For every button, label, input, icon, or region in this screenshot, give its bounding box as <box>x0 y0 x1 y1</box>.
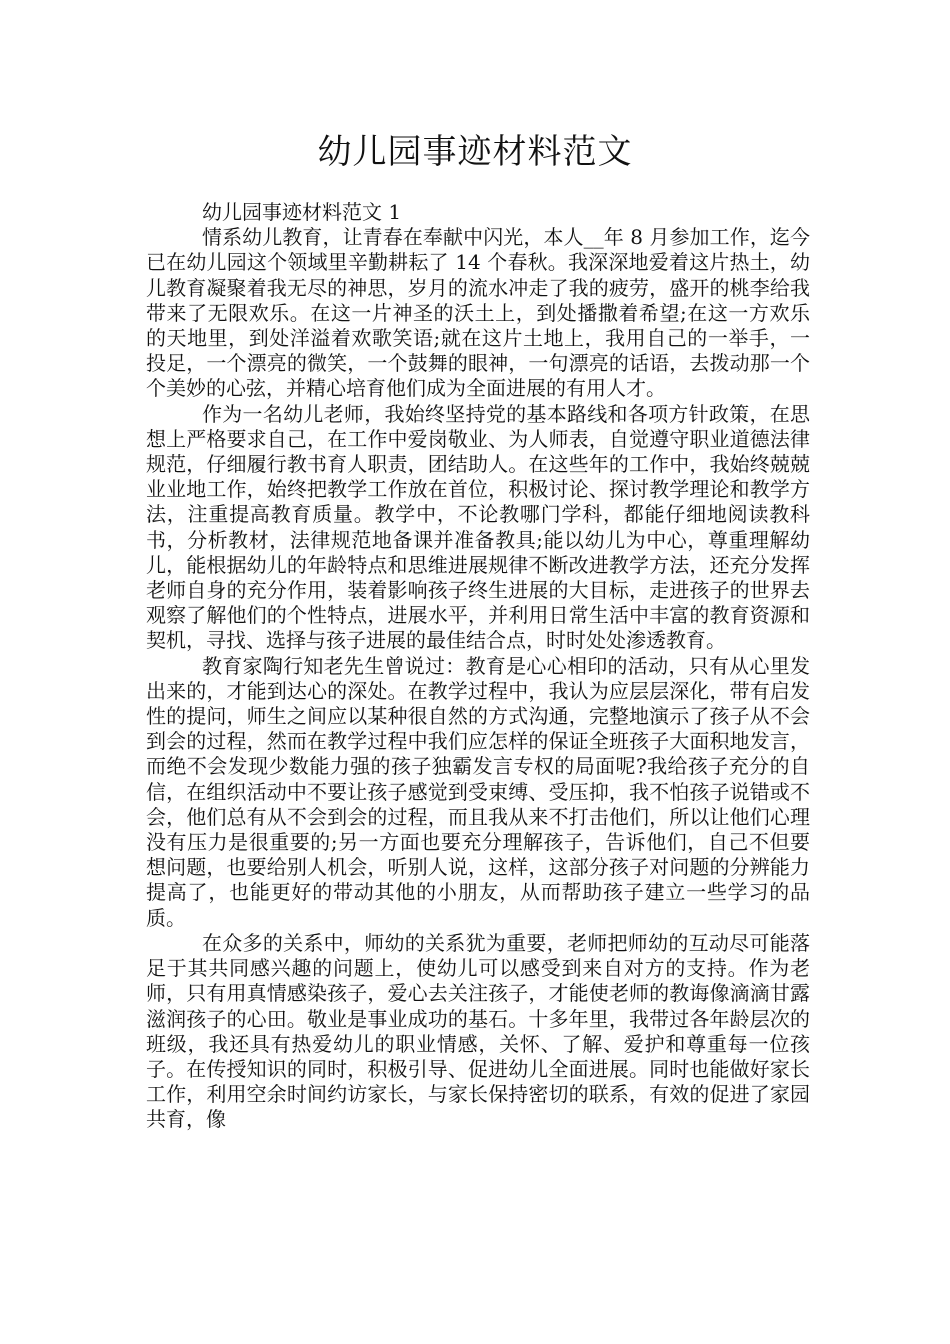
paragraph-4: 在众多的关系中，师幼的关系犹为重要，老师把师幼的互动尽可能落足于其共同感兴趣的问题上，使幼儿可以感受到来自对方的支持。作为老师，只有用真情感染孩子，爱心去关注孩子，才能使老师的教诲像滴滴甘露滋润孩子的心田。敬业是事业成功的基石。十多年里，我带过各年龄层次的班级，我还具有热爱幼儿的职业情感，关怀、了解、爱护和尊重每一位孩子。在传授知识的同时，积极引导、促进幼儿全面进展。同时也能做好家长工作，利用空余时间约访家长，与家长保持密切的联系，有效的促进了家园共育，像 <box>146 930 810 1132</box>
paragraph-1: 情系幼儿教育，让青春在奉献中闪光，本人__年 8 月参加工作，迄今已在幼儿园这个领域里辛勤耕耘了 14 个春秋。我深深地爱着这片热土，幼儿教育凝聚着我无尽的神思，岁月的流水冲走了我的疲劳，盛开的桃李给我带来了无限欢乐。在这一片神圣的沃土上，到处播撒着希望;在这一方欢乐的天地里，到处洋溢着欢歌笑语;就在这片土地上，我用自己的一举手，一投足，一个漂亮的微笑，一个鼓舞的眼神，一句漂亮的话语，去拨动那一个个美妙的心弦，并精心培育他们成为全面进展的有用人才。 <box>146 225 810 401</box>
document-title: 幼儿园事迹材料范文 <box>317 132 633 172</box>
document-body <box>146 200 810 1133</box>
paragraph-2: 作为一名幼儿老师，我始终坚持党的基本路线和各项方针政策，在思想上严格要求自己，在工作中爱岗敬业、为人师表，自觉遵守职业道德法律规范，仔细履行教书育人职责，团结助人。在这些年的工作中，我始终兢兢业业地工作，始终把教学工作放在首位，积极讨论、探讨教学理论和教学方法，注重提高教育质量。教学中，不论教哪门学科，都能仔细地阅读教科书，分析教材，法律规范地备课并准备教具;能以幼儿为中心，尊重理解幼儿，能根据幼儿的年龄特点和思维进展规律不断改进教学方法，还充分发挥老师自身的充分作用，装着影响孩子终生进展的大目标，走进孩子的世界去观察了解他们的个性特点，进展水平，并利用日常生活中丰富的教育资源和契机，寻找、选择与孩子进展的最佳结合点，时时处处渗透教育。 <box>146 401 810 653</box>
section-heading: 幼儿园事迹材料范文 1 <box>202 200 402 224</box>
paragraph-3: 教育家陶行知老先生曾说过：教育是心心相印的活动，只有从心里发出来的，才能到达心的深处。在教学过程中，我认为应层层深化，带有启发性的提问，师生之间应以某种很自然的方式沟通，完整地演示了孩子从不会到会的过程，然而在教学过程中我们应怎样的保证全班孩子大面积地发言，而绝不会发现少数能力强的孩子独霸发言专权的局面呢?我给孩子充分的自信，在组织活动中不要让孩子感觉到受束缚、受压抑，我不怕孩子说错或不会，他们总有从不会到会的过程，而且我从来不打击他们，所以让他们心理没有压力是很重要的;另一方面也要充分理解孩子，告诉他们，自己不但要想问题，也要给别人机会，听别人说，这样，这部分孩子对问题的分辨能力提高了，也能更好的带动其他的小朋友，从而帮助孩子建立一些学习的品质。 <box>146 653 810 930</box>
